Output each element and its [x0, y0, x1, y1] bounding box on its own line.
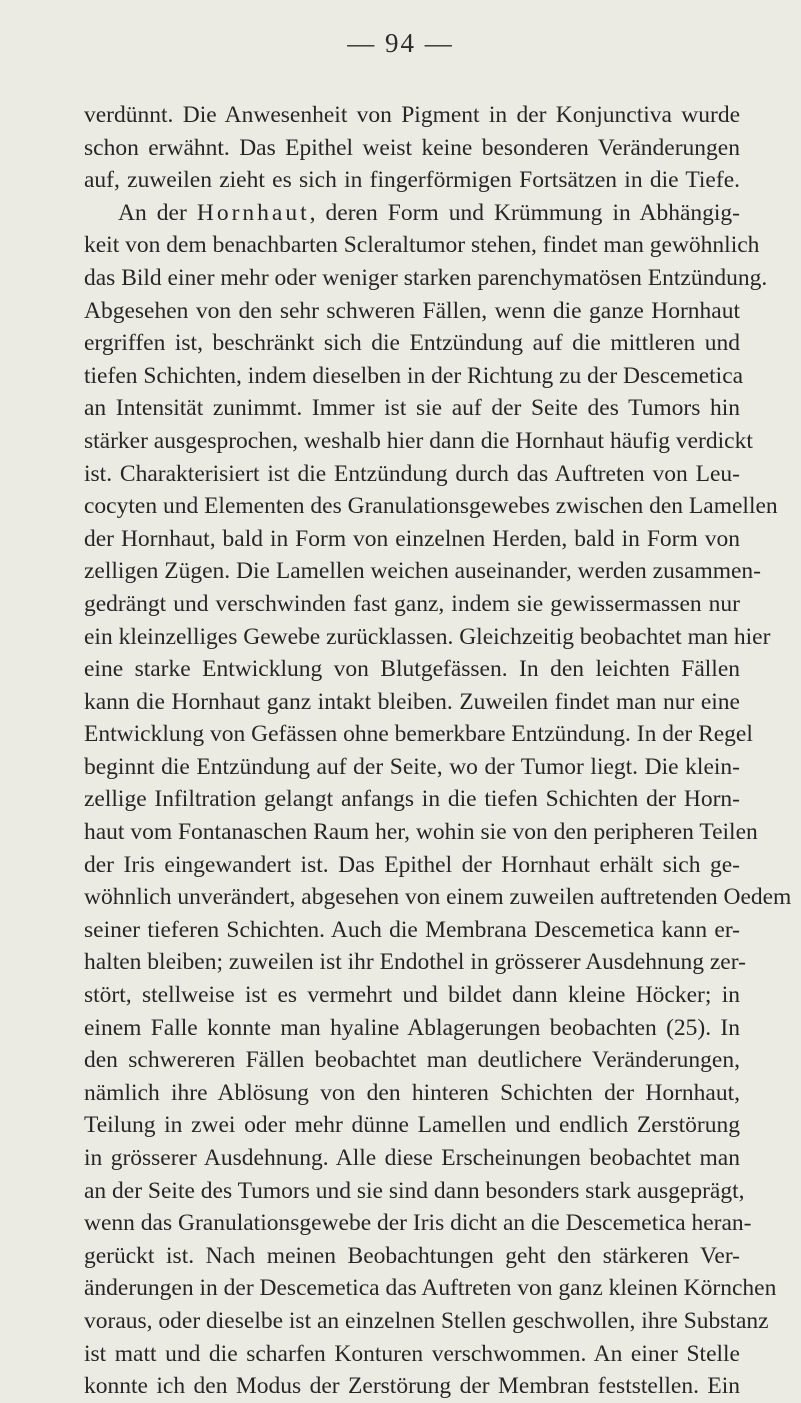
text-line: Entwicklung von Gefässen ohne bemerkbare Entzündung. In der Regel	[84, 721, 753, 748]
text-line: an Intensität zunimmt. Immer ist sie auf der Seite des Tumors hin	[84, 395, 740, 422]
text-line: Teilung in zwei oder mehr dünne Lamellen und endlich Zerstörung	[84, 1112, 740, 1139]
text-line: wenn das Granulationsgewebe der Iris dicht an die Descemetica heran-	[84, 1210, 752, 1237]
text-segment: An der	[118, 199, 197, 226]
text-line: das Bild einer mehr oder weniger starken parenchymatösen Entzündung.	[84, 264, 768, 291]
text-line: beginnt die Entzündung auf der Seite, wo der Tumor liegt. Die klein-	[84, 753, 740, 780]
text-line: schon erwähnt. Das Epithel weist keine besonderen Veränderungen	[84, 134, 740, 161]
text-line: keit von dem benachbarten Scleraltumor stehen, findet man gewöhnlich	[84, 232, 760, 259]
text-line: gedrängt und verschwinden fast ganz, indem sie gewissermassen nur	[84, 590, 740, 617]
text-line: ein kleinzelliges Gewebe zurücklassen. Gleichzeitig beobachtet man hier	[84, 623, 771, 650]
text-line: den schwereren Fällen beobachtet man deutlichere Veränderungen,	[84, 1047, 740, 1074]
page-number: — 94 —	[347, 28, 454, 58]
text-line: halten bleiben; zuweilen ist ihr Endothel in grösserer Ausdehnung zer-	[84, 949, 746, 976]
text-line: kann die Hornhaut ganz intakt bleiben. Zuweilen findet man nur eine	[84, 688, 740, 715]
text-line: haut vom Fontanaschen Raum her, wohin sie von den peripheren Teilen	[84, 819, 758, 846]
text-line: Abgesehen von den sehr schweren Fällen, wenn die ganze Hornhaut	[84, 297, 740, 324]
text-line: gerückt ist. Nach meinen Beobachtungen geht den stärkeren Ver-	[84, 1242, 740, 1269]
text-line: in grösserer Ausdehnung. Alle diese Erscheinungen beobachtet man	[84, 1145, 740, 1171]
text-line: änderungen in der Descemetica das Auftreten von ganz kleinen Körnchen	[84, 1275, 777, 1302]
text-line: wöhnlich unverändert, abgesehen von einem zuweilen auftretenden Oedem	[84, 884, 792, 911]
text-line: verdünnt. Die Anwesenheit von Pigment in der Konjunctiva wurde	[84, 102, 740, 128]
text-line: voraus, oder dieselbe ist an einzelnen Stellen geschwollen, ihre Substanz	[84, 1307, 769, 1334]
text-line: an der Seite des Tumors und sie sind dann besonders stark ausgeprägt,	[84, 1177, 745, 1204]
text-line: ist. Charakterisiert ist die Entzündung durch das Auftreten von Leu-	[84, 460, 740, 487]
text-line: ergriffen ist, beschränkt sich die Entzündung auf die mittleren und	[84, 330, 740, 357]
text-line: ist matt und die scharfen Konturen verschwommen. An einer Stelle	[84, 1340, 740, 1367]
text-line: zelligen Zügen. Die Lamellen weichen auseinander, werden zusammen-	[84, 558, 762, 585]
body-text	[84, 99, 792, 1403]
text-segment: , deren Form und Krümmung in Abhängig-	[309, 199, 740, 226]
text-line: zellige Infiltration gelangt anfangs in die tiefen Schichten der Horn-	[84, 786, 740, 813]
text-line: der Iris eingewandert ist. Das Epithel der Hornhaut erhält sich ge-	[84, 851, 740, 878]
text-line: der Hornhaut, bald in Form von einzelnen Herden, bald in Form von	[84, 525, 740, 552]
text-line: tiefen Schichten, indem dieselben in der Richtung zu der Descemetica	[84, 362, 744, 389]
text-line: nämlich ihre Ablösung von den hinteren Schichten der Hornhaut,	[84, 1079, 740, 1106]
text-line: cocyten und Elementen des Granulationsgewebes zwischen den Lamellen	[84, 493, 778, 520]
text-line: stört, stellweise ist es vermehrt und bildet dann kleine Höcker; in	[84, 982, 740, 1009]
text-line: auf, zuweilen zieht es sich in fingerförmigen Fortsätzen in die Tiefe.	[84, 167, 740, 194]
text-line: eine starke Entwicklung von Blutgefässen. In den leichten Fällen	[84, 656, 740, 683]
text-line: konnte ich den Modus der Zerstörung der Membran feststellen. Ein	[84, 1373, 740, 1400]
text-line: seiner tieferen Schichten. Auch die Membrana Descemetica kann er-	[84, 916, 740, 943]
text-line	[84, 197, 740, 230]
text-line: stärker ausgesprochen, weshalb hier dann die Hornhaut häufig verdickt	[84, 427, 753, 454]
emphasized-term: Hornhaut	[196, 199, 310, 226]
text-line: einem Falle konnte man hyaline Ablagerungen beobachten (25). In	[84, 1014, 740, 1041]
